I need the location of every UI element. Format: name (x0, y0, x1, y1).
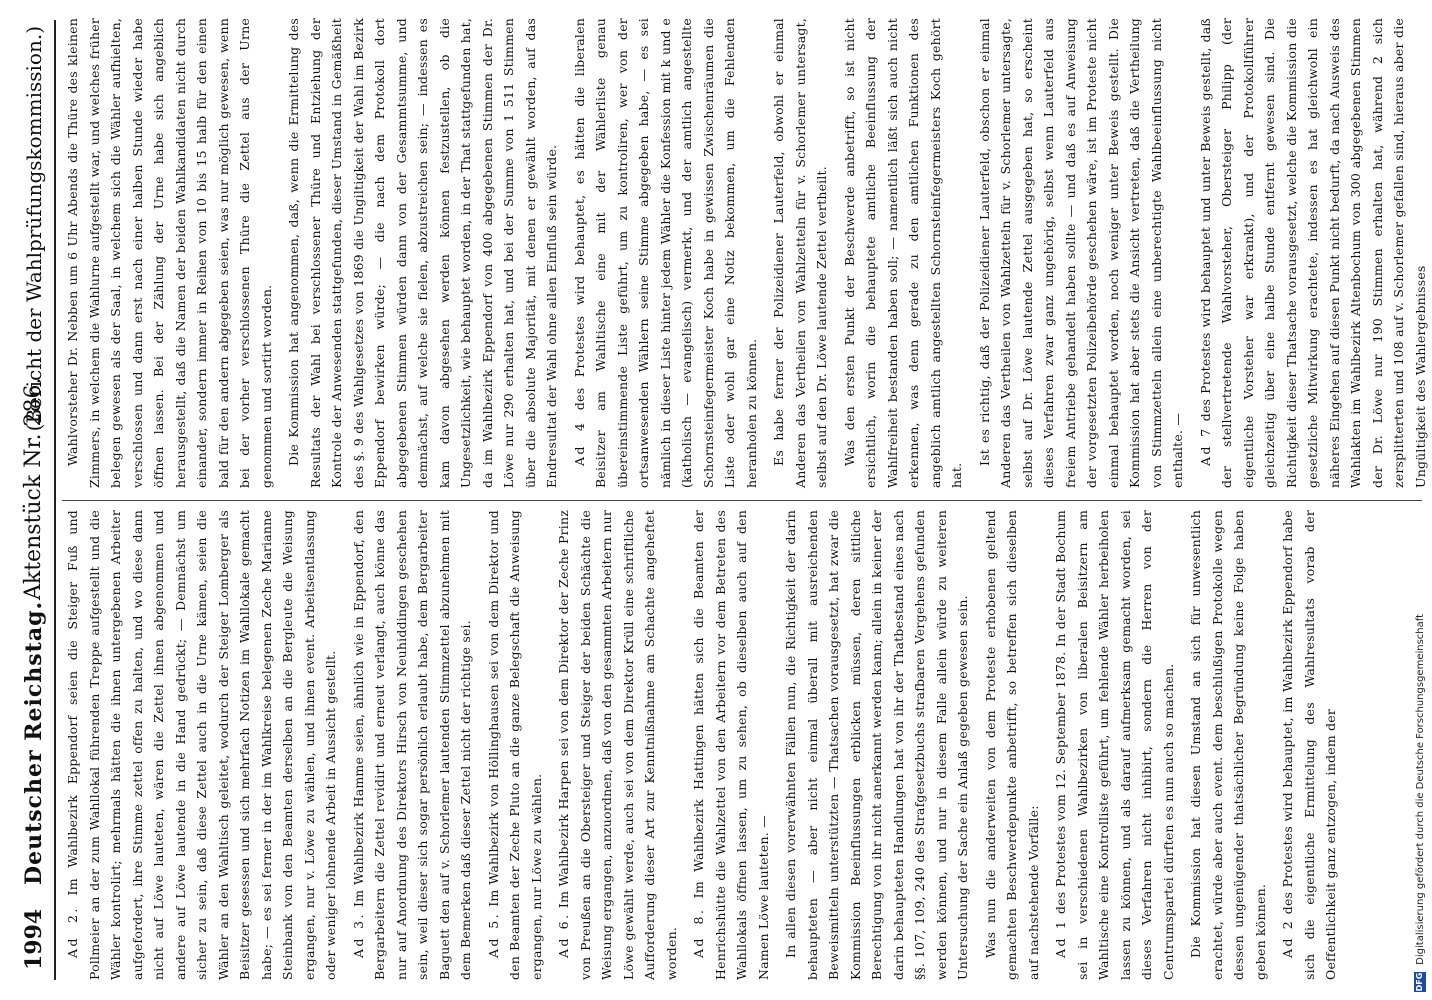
publication-title: Deutscher Reichstag. (21, 600, 47, 885)
paragraph-text: des Protestes wird behauptet, es hätten die liberalen Beisitzer am Wahltische eine mit der Wählerliste genau übereinstimmende Liste geführt, um zu kontroliren, wer von der ortsanwesenden Wählern seine Stimme abgegeben habe, — es sei nämlich in dieser Liste hinter jedem Wähler die Konfession mit k und e (katholisch — evangelisch) vermerkt, und der amtlich angestellte Schornsteinfegermeister Koch habe in gewissen Zwischenräumen die Liste oder wohl gar eine Notiz bekommen, um die Fehlenden heranholen zu können. (571, 18, 759, 488)
paragraph (62, 510, 342, 980)
paragraph-text: Es habe ferner der Polizeidiener Lauterfeld, obwohl er einmal Anderen das Vertheilen von Wahlzetteln für v. Schorlemer untersagt, selbst auf den Dr. Löwe lautende Zettel vertheilt. (771, 18, 829, 488)
paragraph (1185, 510, 1271, 980)
column-divider (62, 500, 1422, 501)
paragraph-text: des Protestes vom 12. September 1878. In der Stadt Bochum sei in verschiedenen Wahlbezirken von liberalen Beisitzern am Wahltische eine Kontrolliste geführt, um fehlende Wähler herbeiholen lassen zu können, und als darauf aufmerksam gemacht worden, sei dieses Verfahren nicht inhibirt, sondern die Herren von der Centrumspartei dürften es nun auch so machen. (1053, 510, 1176, 980)
paragraph (1050, 510, 1179, 980)
paragraph-text: Wahlvorsteher Dr. Nebben um 6 Uhr Abends die Thüre des kleinen Zimmers, in welchem die Wahlurne aufgestellt war, und welches früher belegen gewesen als der Saal, in welchem sich die Wähler aufhielten, verschlossen und dann erst nach einer halben Stunde wieder habe öffnen lassen. Bei der Zählung der Urne habe sich angeblich herausgestellt, daß die Namen der beiden Wahlkandidaten nicht durch einander, sondern immer in Reihen von 10 bis 15 halb für den einen bald für den andern abgegeben seien, was nur möglich gewesen, wenn bei der vorher verschlossenen Thüre die Zettel aus der Urne genommen und sortirt worden. (65, 18, 274, 488)
paragraph-text: Ist es richtig, daß der Polizeidiener Lauterfeld, obschon er einmal Anderen das Vertheilen von Wahlzetteln für v. Schorlemer untersagte, selbst auf Dr. Löwe lautende Zettel ausgegeben hat, so erscheint dieses Verfahren zwar ganz ungehörig, selbst wenn Lauterfeld aus freiem Antriebe gehandelt haben sollte — und daß es auf Anweisung der vorgesetzten Polizeibehörde geschehen wäre, ist im Proteste nicht einmal behauptet worden, noch weniger unter Beweis gestellt. Die Kommission hat aber stets die Ansicht vertreten, daß die Vertheilung von Stimmzetteln allein eine unberechtigte Wahlbeeinflussung nicht enthalte. — (976, 18, 1185, 488)
paragraph-text: Im Wahlbezirk Eppendorf seien die Steiger Fuß und Pollmeier an der zum Wahllokal führenden Treppe aufgestellt und die Wähler kontrolirt; mehrmals hätten die ihnen untergebenen Arbeiter aufgefordert, ihre Stimme zettel offen zu halten, und wo diese dann nicht auf Löwe lauteten, wären die Zettel ihnen abgenommen und andere auf Löwe lautende in die Hand gedrückt; — Demnächst um sicher zu sein, daß diese Zettel auch in die Urne kämen, seien die Wähler an den Wahltisch geleitet, wodurch der Steiger Lomberger als Beisitzer gesessen und sich mehrfach Notizen im Wahllokale gemacht habe; — es sei ferner in der im Wahlkreise belegenen Zeche Marianne Steinbank von den Beamten derselben an die Bergleute die Weisung ergangen, nur v. Löwe zu wählen, und ihnen event. Arbeitsentlassung oder weniger lohnende Arbeit in Aussicht gestellt. (65, 510, 338, 980)
paragraph-text: In allen diesen vorerwähnten Fällen nun, die Richtigkeit der darin behaupteten — aber nicht einmal überall mit ausreichenden Beweismitteln unterstützten — Thatsachen vorausgesetzt, hat zwar die Kommission Beeinflussungen erblicken müssen, deren sittliche Berechtigung von ihr nicht anerkannt werden kann; allein in keiner der darin behaupteten Handlungen hat von ihr der Thatbestand eines nach §§. 107, 109, 240 des Strafgesetzbuchs strafbaren Vergehens gefunden werden können, und nur in diesem Falle allein würde zu weiteren Untersuchung der Sache ein Anlaß gegeben gewesen sein. (783, 510, 970, 980)
paragraph-lead: Ad 2. (65, 906, 80, 958)
paragraph-lead: Ad 3. (350, 911, 366, 958)
paragraph-text: Die Kommission hat diesen Umstand an sich für unwesentlich erachtet, würde aber auch event. dem beschlußigen Protokolle wegen dessen ungenügender thatsächlicher Begründung keine Folge haben geben können. (1188, 510, 1268, 980)
paragraph (62, 18, 277, 488)
right-column (62, 18, 1428, 488)
paragraph (483, 510, 548, 980)
document-number: Aktenstück Nr. 286. (21, 377, 46, 600)
paragraph-text: Im Wahlbezirk Harpen sei von dem Direktor der Zeche Prinz von Preußen an die Obersteiger und Steiger der beiden Schächte die Weisung ergangen, anzuordnen, daß von den gesammten Arbeitern nur Löwe gewählt werde, auch sei von dem Direktor Krüll eine schriftliche Aufforderung dieser Art zur Kenntnißnahme am Schachte angeheftet worden. (556, 510, 679, 980)
paragraph (688, 510, 774, 980)
paragraph (1277, 510, 1342, 980)
paragraph (780, 510, 974, 980)
paragraph-lead: Ad 7 (1197, 426, 1213, 466)
paragraph-lead: Ad 4 (571, 420, 587, 466)
paragraph (839, 18, 968, 488)
left-column (62, 510, 1422, 980)
paragraph-lead: Ad 6. (556, 912, 571, 958)
paragraph-lead: Ad 5. (485, 911, 501, 958)
paragraph (768, 18, 833, 488)
paragraph-text: des Protestes wird behauptet, im Wahlbezirk Eppendorf habe sich die eigentliche Ermittelung des Wahlresultats vorab der Oeffentlichkeit ganz entzogen, indem der (1280, 510, 1338, 980)
paragraph-text: Im Wahlbezirk von Höllinghausen sei von dem Direktor und den Beamten der Zeche Pluto an die ganze Belegschaft die Anweisung ergangen, nur Löwe zu wählen. (485, 510, 544, 980)
paragraph-lead: Ad 2 (1280, 918, 1295, 958)
paragraph (1195, 18, 1432, 488)
credit-text: Digitalisierung gefördert durch die Deutsche Forschungsgemeinschaft (1415, 613, 1426, 965)
paragraph-text: Was den ersten Punkt der Beschwerde anbetrifft, so ist nicht ersichtlich, worin die behauptete amtliche Beeinflussung der Wahlfreiheit bestanden haben soll; — namentlich läßt sich auch nicht erkennen, was denn gerade zu den amtlichen Funktionen des angeblich amtlich angestellten Schornsteinfegermeisters Koch gehört hat. (841, 18, 964, 488)
page-number: 1994 (21, 908, 47, 970)
paragraph-text: Was nun die anderweiten von dem Proteste erhobenen geltend gemachten Beschwerdepunkte anbetrifft, so betreffen sich dieselben auf nachstehende Vorfälle: (982, 510, 1041, 980)
paragraph (980, 510, 1045, 980)
paragraph (974, 18, 1189, 488)
paragraph (569, 18, 763, 488)
paragraph (348, 510, 477, 980)
page-header (14, 20, 56, 980)
paragraph-text: Die Kommission hat angenommen, daß, wenn die Ermittelung des Resultats der Wahl bei verschlossener Thüre und Entziehung der Kontrole der Anwesenden stattgefunden, dieser Umstand in Gemäßheit des §. 9 des Wahlgesetzes von 1869 die Ungiltigkeit der Wahl im Bezirk Eppendorf bewirken würde; — die nach dem Protokoll dort abgegebenen Stimmen würden dann von der Gesammtsumme, und demnächst, auf welche sie fielen, abzustreichen sein; — indessen es kam davon abgesehen werden können festzustellen, ob die Ungesetzlichkeit, wie behauptet worden, in der That stattgefunden hat, da im Wahlbezirk Eppendorf von 400 abgegebenen Stimmen der Dr. Löwe nur 290 erhalten hat, und bei der Summe von 1 511 Stimmen über die absolute Majorität, mit denen er gewählt worden, auf das Endresultat der Wahl ohne allen Einfluß sein würde. (286, 18, 559, 488)
section-title: (Bericht der Wahlprüfungskommission.) (22, 26, 46, 432)
digitization-credit (1410, 0, 1432, 1000)
paragraph-lead: Ad 1 (1053, 918, 1068, 958)
paragraph-text: Im Wahlbezirk Hattingen hätten sich die Beamten der Henrichshütte die Wahlzettel von den Arbeitern vor dem Betreten des Wahllokals öffnen lassen, um zu sehen, ob dieselben auch auf den Namen Löwe lauteten. — (691, 510, 771, 980)
paragraph-text: Im Wahlbezirk Hamme seien, ähnlich wie in Eppendorf, den Bergarbeitern die Zettel revidirt und erneut verlangt, auch könne das nur auf Anordnung des Direktors Hirsch von Neuhiddingen geschehen sein, weil dieser sich sogar persönlich erlaubt habe, dem Bergarbeiter Baguett den auf v. Schorlemer lautenden Stimmzettel abzunehmen mit dem Bemerken daß dieser Zettel nicht der richtige sei. (350, 510, 473, 980)
paragraph-lead: Ad 8. (691, 907, 706, 958)
paragraph (283, 18, 563, 488)
paragraph-text: des Protestes wird behauptet und unter Beweis gestellt, daß der stellvertretende Wahlvorsteher, Obersteiger Philipp (der eigentliche Vorsteher war erkrankt), und der Protokollführer gleichzeitig über eine halbe Stunde entfernt gewesen sind. Die Richtigkeit dieser Thatsache vorausgesetzt, welche die Kommission die gesetzliche Mitwirkung erachtete, indessen es hat gleichwohl ein näheres Eingehen auf diesen Punkt nicht bedurft, da nach Ausweis des Wahlakten im Wahlbezirk Altenbochum von 300 abgegebenen Stimmen der Dr. Löwe nur 190 Stimmen erhalten hat, während 2 sich zersplitterten und 108 auf v. Schorlemer gefallen sind, hieraus aber die Ungültigkeit des Wahlergebnisses (1197, 18, 1428, 488)
dfg-logo: DFG (1415, 972, 1424, 992)
paragraph (553, 510, 682, 980)
